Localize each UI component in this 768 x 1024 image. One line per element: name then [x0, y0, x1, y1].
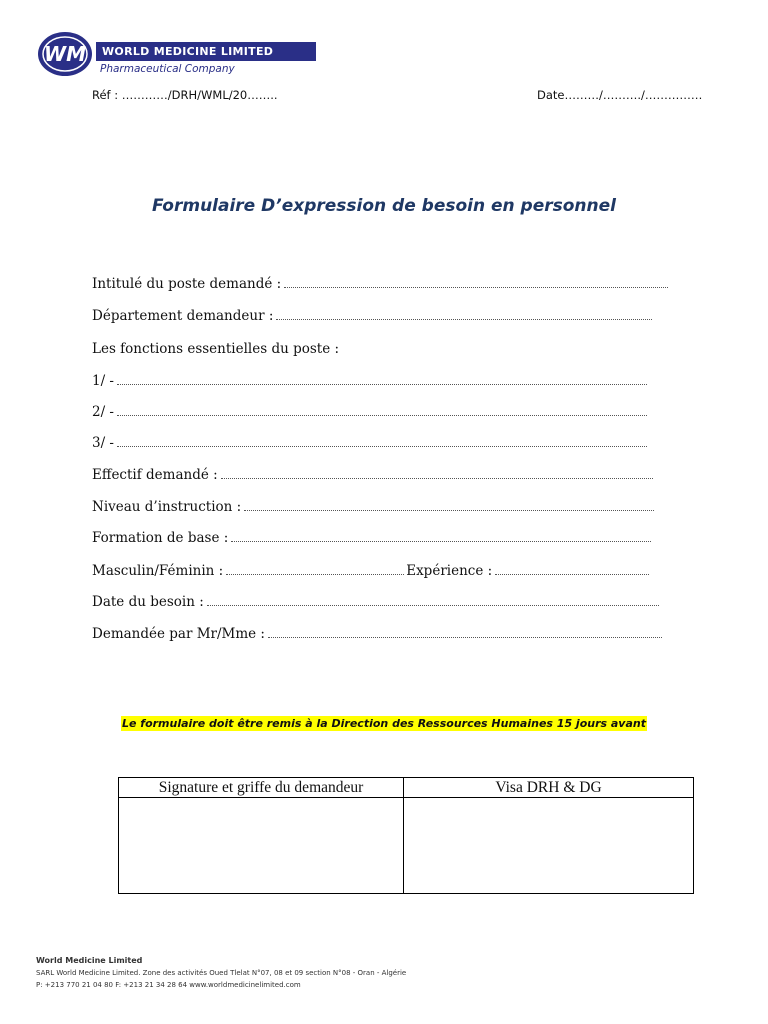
notice-text: Le formulaire doit être remis à la Direction des Ressources Humaines 15 jours avant [121, 717, 646, 730]
field-fonctions [92, 339, 342, 357]
field-label-f1: 1/ - [92, 373, 114, 389]
company-logo [36, 30, 280, 78]
fill-line [231, 541, 651, 542]
field-departement [92, 306, 652, 324]
field-label-departement: Département demandeur : [92, 308, 274, 324]
field-poste [92, 274, 668, 292]
field-label-niveau: Niveau d’instruction : [92, 499, 242, 515]
fill-line [117, 446, 647, 447]
field-effectif [92, 465, 653, 483]
fill-line [117, 384, 647, 385]
table-header-divider [119, 797, 693, 798]
footer-company-name: World Medicine Limited [36, 956, 143, 965]
date-field: Date………/………./…………… [537, 88, 703, 102]
field-formation [92, 528, 651, 546]
deadline-notice [0, 712, 768, 731]
field-label-fonctions: Les fonctions essentielles du poste : [92, 341, 340, 357]
field-niveau [92, 497, 654, 515]
logo-letters: WM [44, 42, 86, 66]
fill-line [276, 319, 652, 320]
field-label-effectif: Effectif demandé : [92, 467, 218, 483]
fill-line [226, 574, 404, 575]
fill-line [207, 605, 659, 606]
fill-line [221, 478, 653, 479]
footer-contact: P: +213 770 21 04 80 F: +213 21 34 28 64 www.worldmedicinelimited.com [36, 981, 301, 989]
field-fonction-1 [92, 371, 647, 389]
fill-line [268, 637, 662, 638]
fill-line [244, 510, 654, 511]
field-fonction-3 [92, 433, 647, 451]
visa-header: Visa DRH & DG [495, 779, 602, 796]
field-date-besoin [92, 592, 659, 610]
company-name: WORLD MEDICINE LIMITED [96, 42, 316, 61]
field-fonction-2 [92, 402, 647, 420]
form-title: Formulaire D’expression de besoin en personnel [152, 196, 616, 216]
reference-number: Réf : …………/DRH/WML/20…….. [92, 88, 278, 102]
signature-table [118, 777, 694, 894]
field-label-poste: Intitulé du poste demandé : [92, 276, 282, 292]
field-label-date-besoin: Date du besoin : [92, 594, 204, 610]
footer-address: SARL World Medicine Limited. Zone des activités Oued Tlelat N°07, 08 et 09 section N°08 - Oran - Algérie [36, 969, 407, 977]
fill-line [117, 415, 647, 416]
company-subtitle: Pharmaceutical Company [100, 63, 235, 75]
field-label-demandee-par: Demandée par Mr/Mme : [92, 626, 265, 642]
signature-header: Signature et griffe du demandeur [158, 779, 364, 796]
wm-logo-icon [36, 30, 94, 78]
field-label-f2: 2/ - [92, 404, 114, 420]
field-label-formation: Formation de base : [92, 530, 229, 546]
field-sexe-experience [92, 561, 649, 579]
field-label-sexe: Masculin/Féminin : [92, 563, 224, 579]
field-label-experience: Expérience : [406, 563, 493, 579]
field-label-f3: 3/ - [92, 435, 114, 451]
fill-line [495, 574, 649, 575]
field-demandee-par [92, 624, 662, 642]
fill-line [284, 287, 668, 288]
